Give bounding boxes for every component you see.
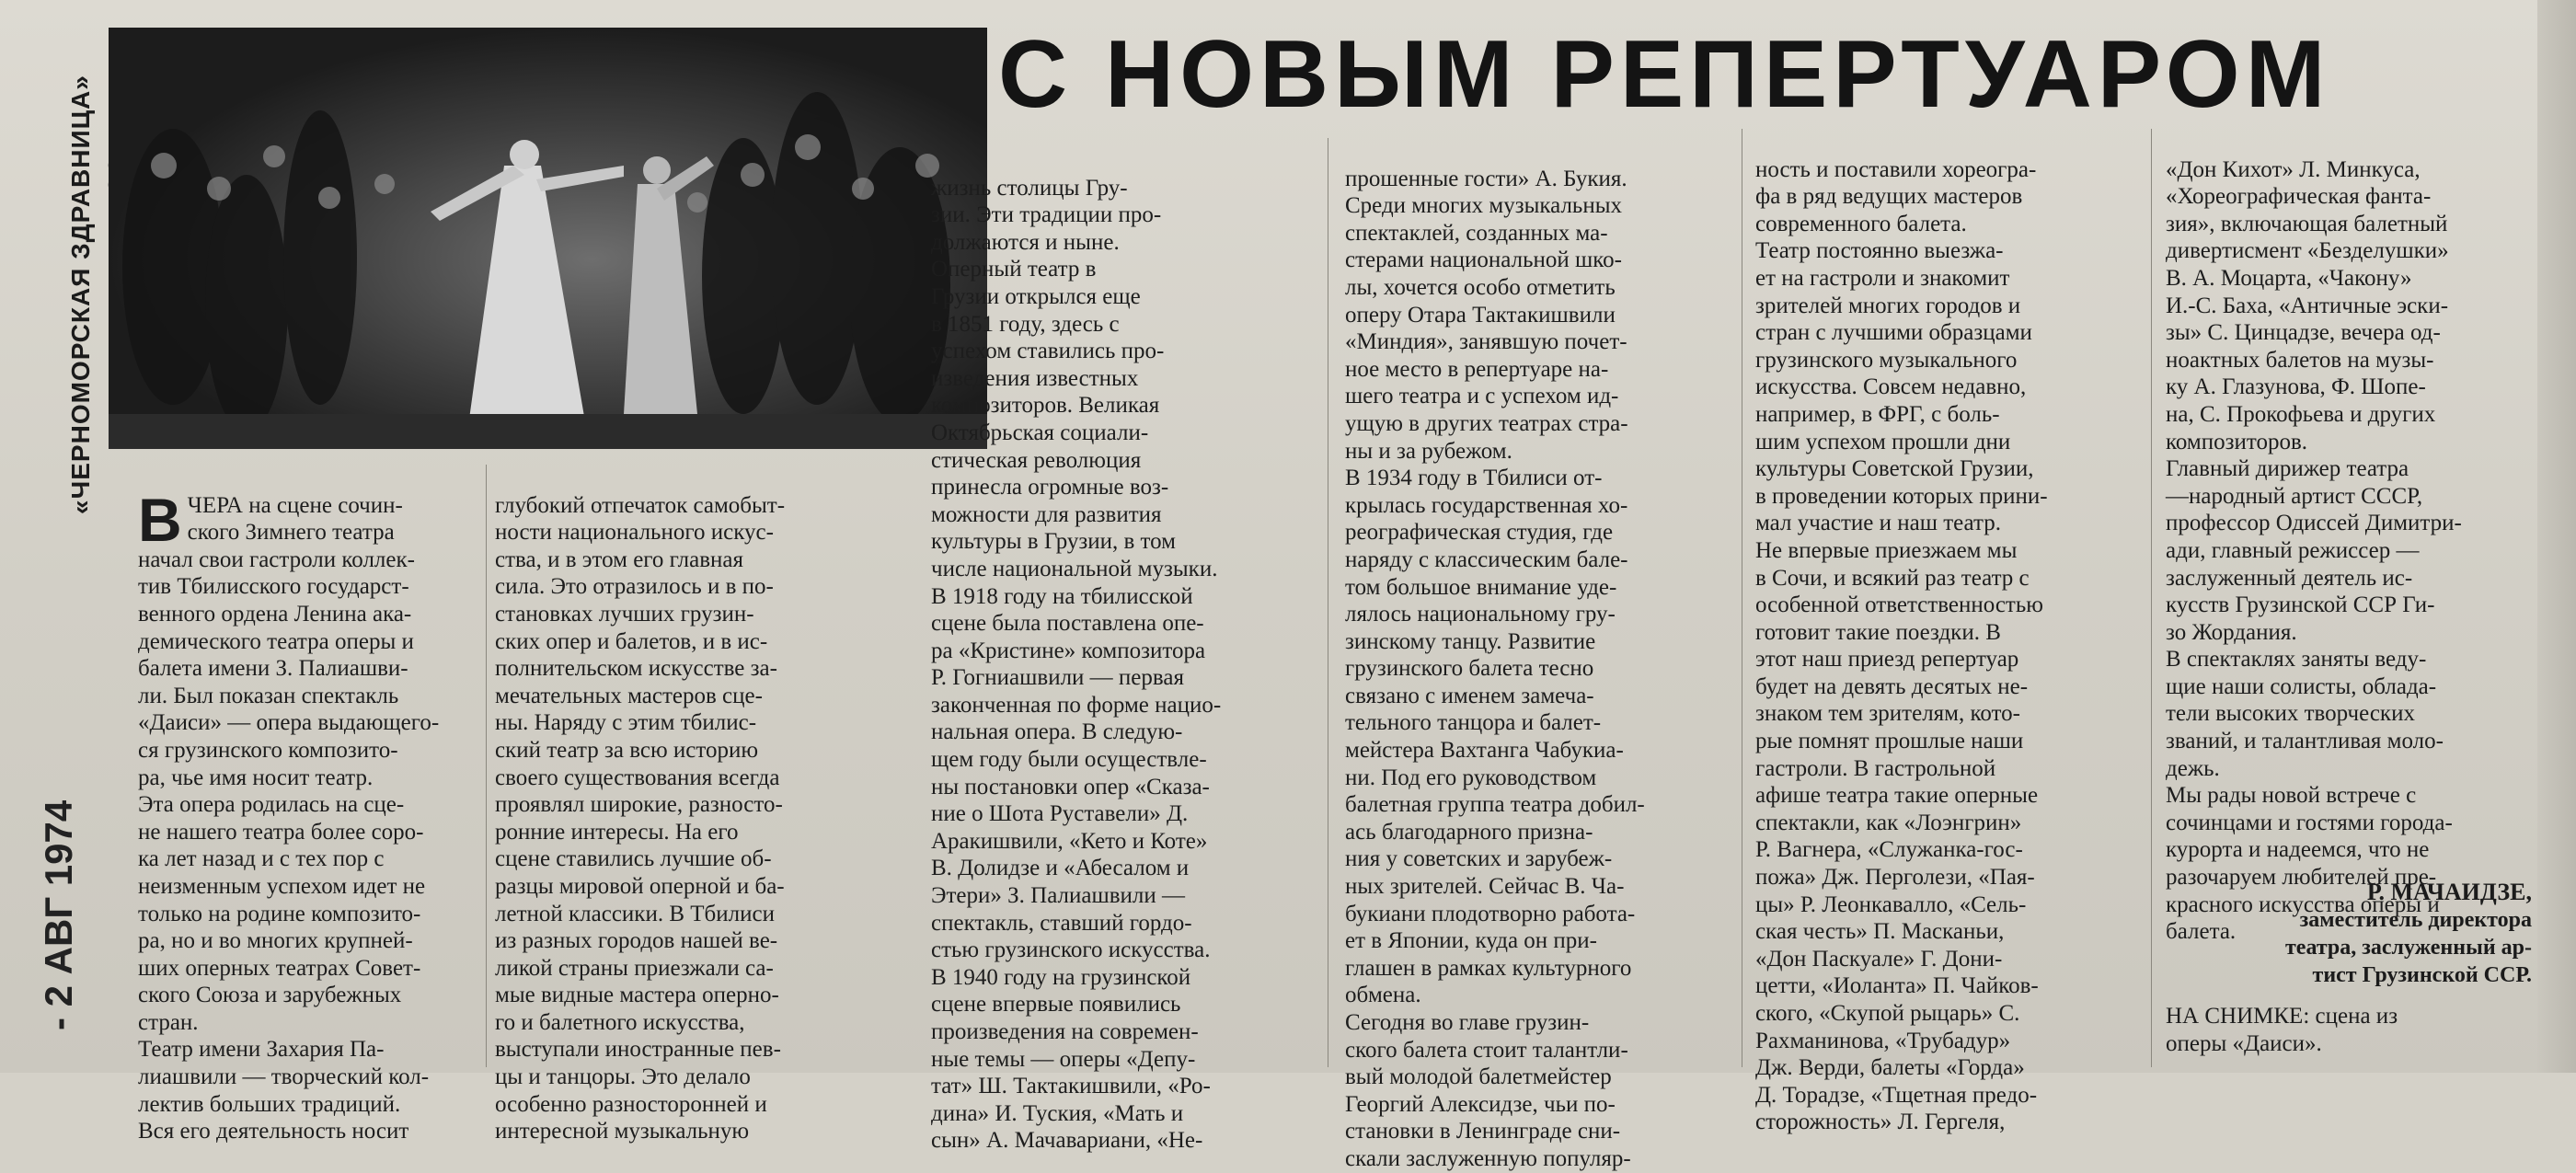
column-5-text: ность и поставили хореогра- фа в ряд ведущих мастеров современного балета. Театр постоянно выезжа- ет на гастроли и знакомит зрителей многих городов и стран с лучшими образцами грузинского музыкального искусства. Совсем недавно, например, в ФРГ, с боль- шим успехом прошли дни культуры Советской Грузии, в проведении которых прини- мал участие и наш театр. Не впервые приезжаем мы в Сочи, и всякий раз театр с особенной ответственностью готовит такие поездки. В этот наш приезд репертуар будет на девять десятых не- знаком тем зрителям, кото- рые помнят прошлые наши гастроли. В гастрольной афише театра такие оперные спектакли, как «Лоэнгрин» Р. Вагнера, «Служанка-гос- пожа» Дж. Перголези, «Пая- цы» Р. Леонкавалло, «Сель- ская честь» П. Масканьи, «Дон Паскуале» Г. Дони- цетти, «Иоланта» П. Чайков- ского, «Скупой рыцарь» С. Рахманинова, «Трубадур» Дж. Верди, балеты «Горда» Д. Торадзе, «Тщетная предо- сторожность» Л. Гергеля,	[1755, 156, 2048, 1135]
column-6-text: «Дон Кихот» Л. Минкуса, «Хореографическая фанта- зия», включающая балетный дивертисмент «Безделушки» В. А. Моцарта, «Чакону» И.-С. Баха, «Античные эски- зы» С. Цинцадзе, вечера од- ноактных балетов на музы- ку А. Глазунова, Ф. Шопе- на, С. Прокофьева и других композиторов. Главный дирижер театра —народный артист СССР, профессор Одиссей Димитри- ади, главный режиссер — заслуженный деятель ис- кусств Грузинской ССР Ги- зо Жордания. В спектаклях заняты веду- щие наши солисты, облада- тели высоких творческих званий, и талантливая моло- дежь. Мы рады новой встрече с сочинцами и гостями города- курорта и надеемся, что не разочаруем любителей пре- красного искусства оперы и балета.	[2166, 156, 2462, 945]
column-rule	[486, 465, 487, 1067]
article-column-3	[931, 147, 1317, 1154]
photo-caption: НА СНИМКЕ: сцена из оперы «Даиси».	[2166, 1004, 2398, 1056]
drop-cap: В	[138, 485, 182, 554]
opera-scene-photo	[109, 28, 987, 449]
date-stamp: - 2 АВГ 1974	[37, 799, 80, 1030]
column-rule	[2151, 129, 2152, 1067]
article-headline: С НОВЫМ РЕПЕРТУАРОМ	[998, 21, 2331, 128]
author-title: заместитель директора театра, заслуженный ар- тист Грузинской ССР.	[2285, 908, 2532, 987]
article-column-2	[495, 465, 835, 1144]
column-3-text: жизнь столицы Гру- зии. Эти традиции про- должаются и ныне. Оперный театр в Грузии открылся еще в 1851 году, здесь с успехом ставились про- изведения известных композиторов. Великая Октябрьская социали- стическая революция принесла огромные воз- можности для развития культуры в Грузии, в том числе национальной музыки. В 1918 году на тбилисской сцене была поставлена опе- ра «Кристине» композитора Р. Гогниашвили — первая законченная по форме нацио- нальная опера. В следую- щем году были осуществле- ны постановки опер «Сказа- ние о Шота Руставели» Д. Аракишвили, «Кето и Коте» В. Долидзе и «Абесалом и Этери» З. Палиашвили — спектакль, ставший гордо- стью грузинского искусства. В 1940 году на грузинской сцене впервые появились произведения на современ- ные темы — оперы «Депу- тат» Ш. Тактакишвили, «Ро- дина» И. Туския, «Мать и сын» А. Мачавариани, «Не-	[931, 175, 1222, 1154]
article-column-4	[1345, 138, 1731, 1171]
article-column-5	[1755, 129, 2142, 1135]
article-column-1	[138, 465, 478, 1144]
column-4-text: прошенные гости» А. Букия. Среди многих музыкальных спектаклей, созданных ма- стерами национальной шко- лы, хочется особо отметить оперу Отара Тактакишвили «Миндия», занявшую почет- ное место в репертуаре на- шего театра и с успехом ид- ущую в других театрах стра- ны и за рубежом. В 1934 году в Тбилиси от- крылась государственная хо- реографическая студия, где наряду с классическим бале- том большое внимание уде- лялось национальному гру- зинскому танцу. Развитие грузинского балета тесно связано с именем замеча- тельного танцора и балет- мейстера Вахтанга Чабукиа- ни. Под его руководством балетная группа театра добил- ась благодарного призна- ния у советских и зарубеж- ных зрителей. Сейчас В. Ча- букиани плодотворно работа- ет в Японии, куда он при- глашен в рамках культурного обмена. Сегодня во главе грузин- ского балета стоит талантли- вый молодой балетмейстер Георгий Алексидзе, чьи по- становки в Ленинграде сни- скали заслуженную популяр-	[1345, 166, 1645, 1171]
newspaper-masthead: «ЧЕРНОМОРСКАЯ ЗДРАВНИЦА»	[66, 75, 95, 514]
column-1-text: ЧЕРА на сцене сочин- ского Зимнего театра начал свои гастроли коллек- тив Тбилисского государст- венного ордена Ленина ака- демического театра оперы и балета имени З. Палиашви- ли. Был показан спектакль «Даиси» — опера выдающего- ся грузинского композито- ра, чье имя носит театр. Эта опера родилась на сце- не нашего театра более соро- ка лет назад и с тех пор с неизменным успехом идет не только на родине композито- ра, но и во многих крупней- ших оперных театрах Совет- ского Союза и зарубежных стран. Театр имени Захария Па- лиашвили — творческий кол- лектив больших традиций. Вся его деятельность носит	[138, 492, 440, 1144]
author-name: Р. МАЧАИДЗЕ,	[2366, 879, 2532, 905]
adjacent-page-edge	[2537, 0, 2576, 1073]
opera-scene-image	[109, 28, 987, 449]
column-2-text: глубокий отпечаток самобыт- ности национального искус- ства, и в этом его главная сила. Это отразилось и в по- становках лучших грузин- ских опер и балетов, и в ис- полнительском искусстве за- мечательных мастеров сце- ны. Наряду с этим тбилис- ский театр за всю историю своего существования всегда проявлял широкие, разносто- ронние интересы. На его сцене ставились лучшие об- разцы мировой оперной и ба- летной классики. В Тбилиси из разных городов нашей ве- ликой страны приезжали са- мые видные мастера оперно- го и балетного искусства, выступали иностранные пев- цы и танцоры. Это делало особенно разносторонней и интересной музыкальную	[495, 492, 786, 1144]
